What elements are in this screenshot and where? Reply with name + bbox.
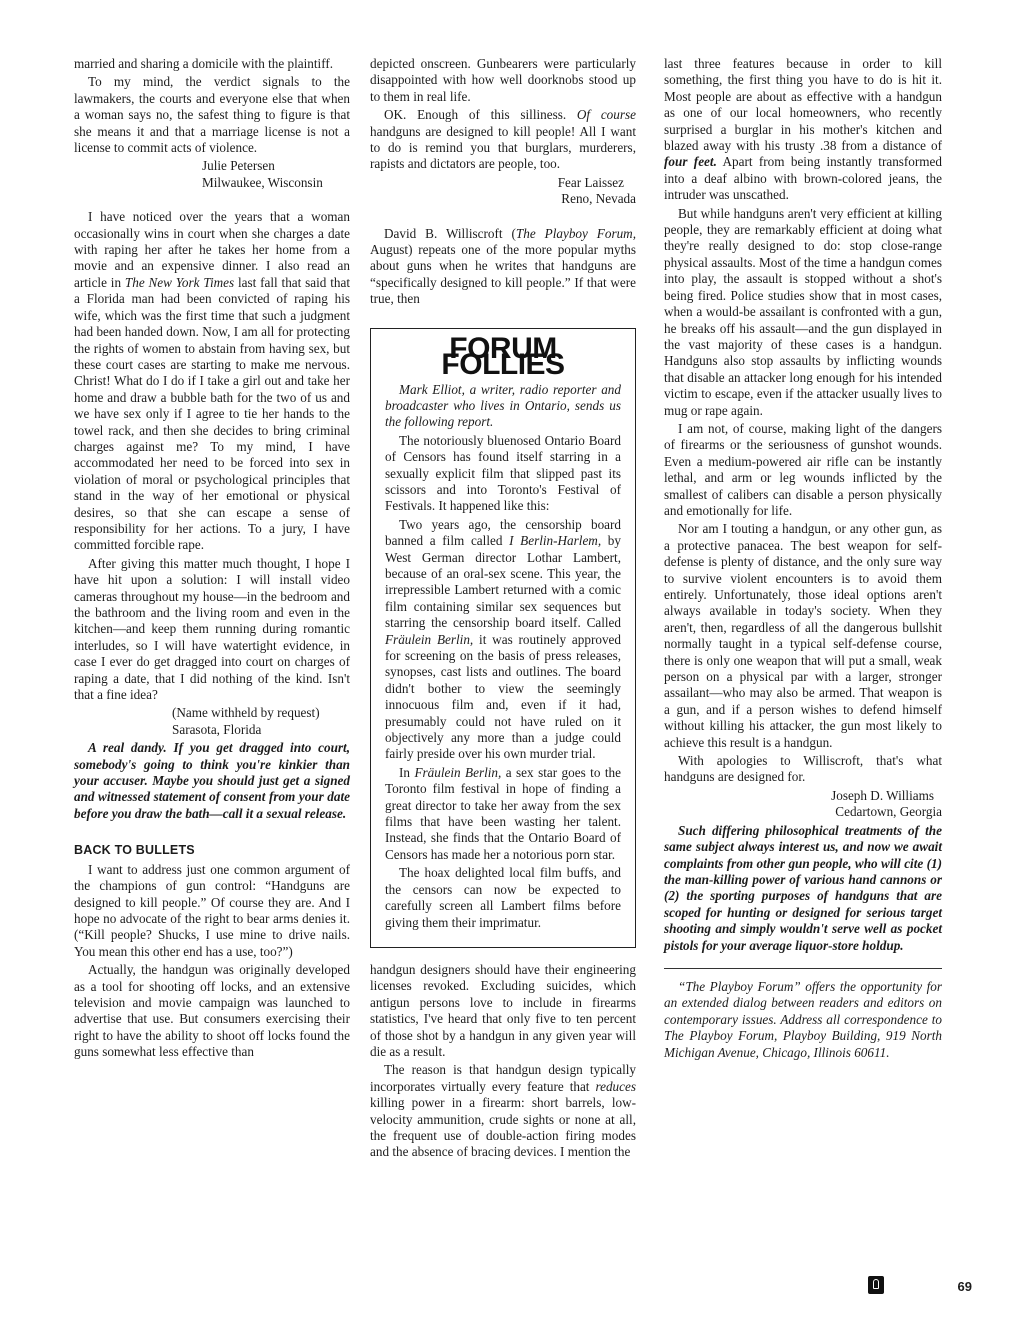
paragraph: But while handguns aren't very efficient at killing people, they are remarkably efficient at doing what they're really designed to do: stop close-range physical assaults. Most of the time a handgun comes into play, the assault is stopped without a shot's being fired. Police studies show that in most cases, when a would-be assailant is confronted with a gun, he breaks off his assault—and the gun displayed in the vast majority of these cases is a handgun. Handguns also stop assaults by inflicting wounds that disable an attacker long enough for his intended victim to escape, even if the attacker usually lives to mug or rape again.	[664, 205, 942, 418]
paragraph: Two years ago, the censorship board banned a film called I Berlin-Harlem, by West German director Lothar Lambert, because of an oral-sex scene. This year, the irrepressible Lambert returned with a comic film containing similar sex sequences but starring the censorship board itself. Called Fräulein Berlin, it was routinely approved for screening on the basis of press releases, synopses, cast lists and outlines. The board didn't bother to view the seemingly innocuous film and, even if it had, presumably could not have ruled on it objectively any more than a judge could fairly preside over his own murder trial.	[385, 516, 621, 762]
signature-name: (Name withheld by request)	[172, 705, 320, 721]
editor-reply: A real dandy. If you get dragged into court, somebody's going to think you're kinkier than your accuser. Maybe you should just get a signed and witnessed statement of consent from your date before you draw the bath—call it a sexual release.	[74, 740, 350, 821]
signature-place: Milwaukee, Wisconsin	[202, 174, 323, 190]
box-intro: Mark Elliot, a writer, radio reporter and broadcaster who lives in Ontario, sends us the following report.	[385, 381, 621, 430]
paragraph: The reason is that handgun design typically incorporates virtually every feature that reduces killing power in a firearm: short barrels, low-velocity ammunition, crude sights or none at all, the frequent use of double-action firing modes and the absence of bracing devices. I mention the	[370, 1062, 636, 1160]
signature	[74, 158, 350, 191]
column-2	[370, 56, 636, 1163]
forum-footer-note	[664, 968, 942, 1061]
forum-follies-box	[370, 328, 636, 948]
paragraph: In Fräulein Berlin, a sex star goes to the Toronto film festival in hope of finding a great director to take her away from the sex films that have been wasting her talent. Instead, she finds that the Ontario Board of Censors has made her a notorious porn star.	[385, 764, 621, 862]
footer-text: “The Playboy Forum” offers the opportunity for an extended dialog between readers and editors on contemporary issues. Address all correspondence to The Playboy Forum, Playboy Building, 919 North Michigan Avenue, Chicago, Illinois 60611.	[664, 978, 942, 1060]
signature-place: Cedartown, Georgia	[835, 804, 942, 820]
signature-place: Sarasota, Florida	[172, 721, 262, 737]
section-heading: BACK TO BULLETS	[74, 843, 195, 858]
paragraph: With apologies to Williscroft, that's what handguns are designed for.	[664, 753, 942, 785]
paragraph: OK. Enough of this silliness. Of course handguns are designed to kill people! All I want to do is remind you that burglars, murderers, rapists and dictators are people, too.	[370, 107, 636, 172]
paragraph: After giving this matter much thought, I hope I have hit upon a solution: I will install video cameras throughout my house—in the bedroom and the bathroom and the living room and even in the kitchen—and keep them running during romantic interludes, so I will have watertight evidence, in case I ever do get dragged into court on charges of raping a date, that I did nothing of the kind. Isn't that a fine idea?	[74, 555, 350, 703]
paragraph: The notoriously bluenosed Ontario Board of Censors has found itself starring in a sexually explicit film that slipped past its scissors and into Toronto's Festival of Festivals. It happened like this:	[385, 432, 621, 514]
paragraph: The hoax delighted local film buffs, and the censors can now be expected to carefully screen all Lambert films before giving them their imprimatur.	[385, 865, 621, 930]
paragraph: Nor am I touting a handgun, or any other gun, as a protective panacea. The best weapon for self-defense is plenty of distance, and the only sure way to survive violent encounters is to avoid them entirely. Unfortunately, those ideal options aren't always available in today's society. When they aren't, then, regardless of all the dangerous bullshit normally taught in a typical self-defense course, there is only one weapon that will put a small, weak person on a physical par with a larger, stronger assailant—who may also be armed. That weapon is a gun, and if a person wishes to defend himself without killing his attacker, the gun most likely to achieve this result is a handgun.	[664, 521, 942, 750]
box-title: FORUM FOLLIES	[441, 331, 565, 382]
paragraph: depicted onscreen. Gunbearers were particularly disappointed with how well doorknobs stood up to them in real life.	[370, 56, 636, 104]
signature-place: Reno, Nevada	[561, 191, 636, 207]
paragraph: married and sharing a domicile with the plaintiff.	[74, 56, 334, 71]
paragraph: David B. Williscroft (The Playboy Forum, August) repeats one of the more popular myths about guns when he writes that handguns are “specifically designed to kill people.” If that were true, then	[370, 225, 636, 307]
column-3	[664, 56, 942, 1063]
signature	[370, 175, 636, 208]
paragraph: I want to address just one common argument of the champions of gun control: “Handguns are designed to kill people.” Of course they are. And I hope no advocate of the right to bear arms denies it. (“Kill people? Shucks, I use mine to drive nails. You mean this other end has a use, too?”)	[74, 861, 350, 959]
signature-name: Fear Laissez	[557, 174, 624, 190]
paragraph: To my mind, the verdict signals to the lawmakers, the courts and everyone else that when a woman says no, the safest thing to figure is that she means it and that a marriage license is not a license to commit acts of violence.	[74, 74, 350, 156]
paragraph: last three features because in order to kill something, the first thing you have to do is hit it. Most people are about as effective with a handgun as one of our local homeowners, who recently surprised a burglar in his mother's kitchen and blazed away with his trusty .38 from a distance of four feet. Apart from being instantly transformed into a deaf albino with brown-colored jeans, the intruder was unscathed.	[664, 56, 943, 203]
paragraph: handgun designers should have their engineering licenses revoked. Excluding suicides, which antigun persons love to include in firearms statistics, I've heard that only five to ten percent of those shot by a handgun in any given year will die as a result.	[370, 961, 636, 1059]
signature-name: Julie Petersen	[202, 158, 275, 174]
playboy-rabbit-logo-icon	[868, 1276, 884, 1294]
paragraph: Actually, the handgun was originally developed as a tool for shooting off locks, and an extensive television and movie campaign was launched to advertise that use. But consumers exercising their right to have the ability to shoot off locks found the guns somewhat less effective than	[74, 962, 350, 1060]
signature	[74, 705, 350, 738]
editor-reply: Such differing philosophical treatments of the same subject always interest us, and now we await complaints from other gun people, who will cite (1) the man-killing power of various hand cannons or (2) the sporting purposes of handguns that are scoped for hunting or designed for serious target shooting and simply wouldn't serve well as pocket pistols for your average liquor-store holdup.	[664, 822, 942, 953]
column-1	[74, 56, 350, 1063]
paragraph: I have noticed over the years that a woman occasionally wins in court when she charges a date with raping her after he takes her home from a movie and an expensive dinner. I also read an article in The New York Times last fall that said that a Florida man had been convicted of raping his wife, which was the first time that such a judgment had been handed down. Now, I am all for protecting the rights of women to abstain from having sex, but these court cases are starting to make me nervous. Christ! What do I do if I take a girl out and take her home and draw a bubble bath for the two of us and we have sex only if I agree to tie her hands to the towel rack, and then she decides to bring criminal charges against me? To my mind, I have accommodated her need to be forced into sex in violation of moral or psychological principles that stand in the way of her emotional or physical desires, so that she can escape a sense of responsibility for her actions. To a jury, I have committed forcible rape.	[74, 209, 350, 553]
paragraph: I am not, of course, making light of the dangers of firearms or the seriousness of gunshot wounds. Even a medium-powered air rifle can be instantly lethal, and arm or leg wounds inflicted by the smallest of calibers can disable a person physically and emotionally for life.	[664, 420, 942, 518]
signature-name: Joseph D. Williams	[831, 787, 934, 803]
signature	[664, 788, 942, 821]
page-number: 69	[957, 1279, 972, 1294]
